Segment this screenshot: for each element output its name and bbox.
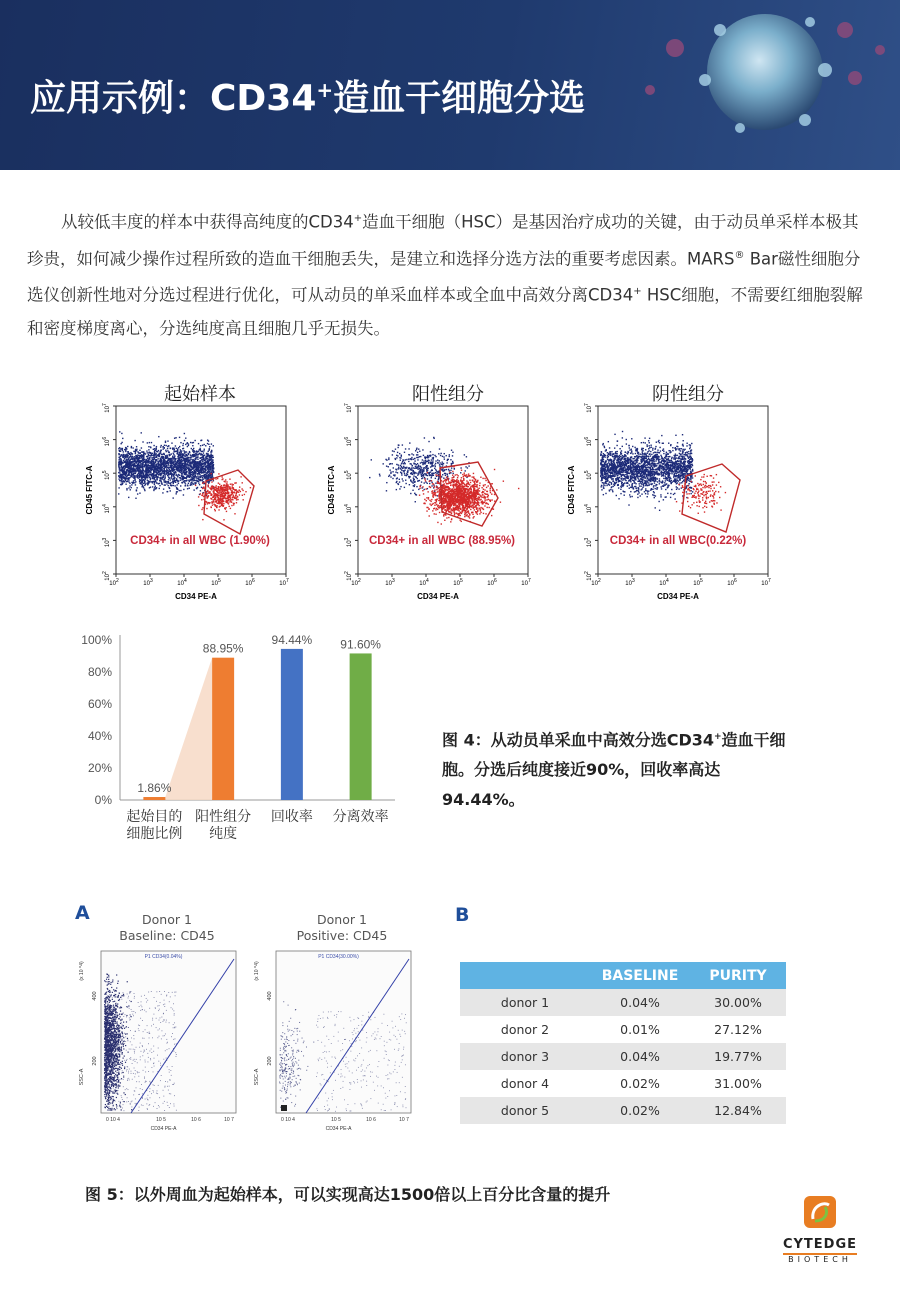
y-axis-label: SSC-A [254,1068,260,1086]
y-tick-label: $10^6$ [344,436,353,447]
bar-data-label: 88.95% [202,641,244,656]
y-tick-label: $10^5$ [344,470,353,480]
x-tick-label: $10^5$ [453,578,463,587]
y-tick-label: $10^2$ [584,571,593,581]
bar [281,649,303,800]
x-axis-label: CD34 PE-A [150,1126,177,1132]
gate-label: P1 CD34(0.04%) [144,954,183,960]
panel-a-plot2-title: Donor 1 Positive: CD45 [296,912,388,943]
x-tick-label: $10^4$ [177,578,187,587]
x-tick-label: $10^3$ [625,578,635,587]
flow-title-start: 起始样本 [164,384,236,405]
y-tick-label: $10^6$ [584,436,593,447]
fig5-caption: 图 5：以外周血为起始样本，可以实现高达1500倍以上百分比含量的提升 [85,1185,611,1204]
intro-paragraph: 从较低丰度的样本中获得高纯度的CD34+造血干细胞（HSC）是基因治疗成功的关键，由于动员单采样本极其珍贵，如何减少操作过程所致的造血干细胞丢失，是建立和选择分选方法的重要考虑因素。MARS® Bar磁性细胞分选仪创新性地对分选过程进行优化，可从动员的单采血样本或全血中高效分离CD34+ HSC细胞，不需要红细胞裂解和密度梯度离心，分选纯度高且细胞几乎无损失。 [27,212,863,338]
x-tick-label: $10^3$ [385,578,395,587]
x-tick-label: $10^7$ [761,578,771,587]
x-tick-label: $10^2$ [591,578,601,587]
category-label: 回收率 [270,808,313,824]
bar-data-label: 1.86% [137,781,172,796]
y-tick-label: 100% [81,633,112,647]
y-tick-label: $10^2$ [344,571,353,581]
y-axis-label: SSC-A [79,1068,85,1086]
table-row: donor 3 0.04% 19.77% [460,1043,786,1070]
x-axis-label: CD34 PE-A [325,1126,352,1132]
growth-band [165,658,212,800]
plot-frame [116,406,286,574]
table-header-cell: PURITY [709,967,767,984]
x-tick-label: $10^4$ [419,578,429,587]
x-tick-label: $10^5$ [211,578,221,587]
y-tick-label: $10^7$ [584,403,593,413]
table-row: donor 4 0.02% 31.00% [500,1076,762,1091]
flow-title-negative: 阴性组分 [652,384,724,405]
table-header [460,962,786,989]
flow-plot-start [80,398,295,606]
x-tick-label: $10^6$ [727,578,737,587]
page-title: 应用示例：CD34+造血干细胞分选 [30,78,586,119]
y-tick-label: 200 [267,1056,273,1066]
x-axis-label: CD34 PE-A [657,592,699,601]
flow-title-positive: 阳性组分 [412,384,484,405]
y-tick-label: $10^3$ [102,537,111,548]
y-unit-label: (x 10 ^4) [79,961,85,981]
y-tick-label: $10^4$ [102,504,111,514]
x-tick-label: 10 6 [366,1117,376,1123]
x-tick-label: 0 10 4 [281,1117,295,1123]
category-label: 起始目的细胞比例 [126,808,183,841]
y-axis-label: CD45 FITC-A [327,465,336,515]
gate-label: P1 CD34(30.00%) [318,954,359,960]
y-axis-label: CD45 FITC-A [85,465,94,515]
gate-label: CD34+ in all WBC (88.95%) [368,535,516,547]
y-tick-label: $10^3$ [344,537,353,548]
bar [350,653,372,800]
logo-brand: CYTEDGE [783,1237,857,1255]
x-tick-label: $10^6$ [487,578,497,587]
x-tick-label: 10 6 [191,1117,201,1123]
y-tick-label: 40% [87,729,112,743]
x-tick-label: 0 10 4 [106,1117,120,1123]
ssc-plot-positive [250,945,425,1140]
y-tick-label: $10^2$ [102,571,111,581]
fig4-caption: 图 4：从动员单采血中高效分选CD34+造血干细胞。分选后纯度接近90%，回收率高达94.44%。 [442,730,786,810]
y-tick-label: $10^7$ [102,403,111,413]
y-tick-label: $10^5$ [102,470,111,480]
cell-cluster [281,1105,287,1111]
x-tick-label: 10 5 [156,1117,166,1123]
flow-plot-positive [322,398,537,606]
x-tick-label: $10^3$ [143,578,153,587]
category-label: 阳性组分纯度 [195,808,252,841]
y-tick-label: $10^4$ [344,504,353,514]
x-tick-label: $10^5$ [693,578,703,587]
y-unit-label: (x 10 ^4) [254,961,260,981]
plot-frame [598,406,768,574]
x-axis-label: CD34 PE-A [417,592,459,601]
gate-label: CD34+ in all WBC(0.22%) [609,535,747,547]
table-header-cell: BASELINE [601,967,679,984]
y-tick-label: 0% [94,793,112,807]
panel-a-letter: A [75,902,90,924]
panel-a-plot1-title: Donor 1 Baseline: CD45 [119,912,215,943]
bar-data-label: 94.44% [271,632,313,647]
x-tick-label: $10^7$ [279,578,289,587]
y-tick-label: 200 [92,1056,98,1066]
page-header [0,0,900,170]
y-tick-label: 60% [87,697,112,711]
table-row: donor 1 0.04% 30.00% [460,989,786,1016]
y-tick-label: 400 [92,991,98,1001]
x-tick-label: $10^4$ [659,578,669,587]
y-axis-label: CD45 FITC-A [567,465,576,515]
ssc-plot-baseline [75,945,250,1140]
x-tick-label: 10 7 [224,1117,234,1123]
x-axis-label: CD34 PE-A [175,592,217,601]
x-tick-label: $10^7$ [521,578,531,587]
plot-frame [276,951,411,1113]
x-tick-label: $10^2$ [109,578,119,587]
flow-plot-negative [562,398,777,606]
y-tick-label: 20% [87,761,112,775]
bar-chart [75,625,415,850]
gate-label: CD34+ in all WBC (1.90%) [130,535,270,547]
bar [212,658,234,800]
company-logo [770,1195,870,1264]
y-tick-label: 80% [87,665,112,679]
x-tick-label: $10^2$ [351,578,361,587]
x-tick-label: 10 5 [331,1117,341,1123]
y-tick-label: $10^4$ [584,504,593,514]
y-tick-label: $10^5$ [584,470,593,480]
y-tick-label: $10^6$ [102,436,111,447]
bar [143,797,165,800]
x-tick-label: 10 7 [399,1117,409,1123]
table-row: donor 2 0.01% 27.12% [500,1022,762,1037]
category-label: 分离效率 [332,808,389,824]
purity-table [460,962,786,1124]
y-tick-label: $10^3$ [584,537,593,548]
x-tick-label: $10^6$ [245,578,255,587]
y-tick-label: 400 [267,991,273,1001]
logo-sub: BIOTECH [788,1255,852,1264]
panel-b-letter: B [455,904,470,926]
y-tick-label: $10^7$ [344,403,353,413]
table-row: donor 5 0.02% 12.84% [460,1097,786,1124]
logo-icon [803,1195,837,1229]
bar-data-label: 91.60% [340,637,381,652]
